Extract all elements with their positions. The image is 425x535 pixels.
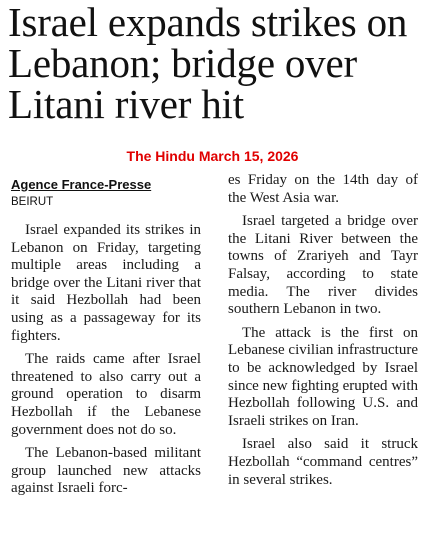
left-column (11, 172, 201, 504)
location: BEIRUT (11, 196, 54, 208)
source-date: The Hindu March 15, 2026 (126, 148, 299, 164)
headline: Israel expands strikes on Lebanon; bridge over Litani river hit (8, 0, 408, 127)
paragraph: es Friday on the 14th day of the West Asia war. (228, 172, 418, 206)
right-column (228, 172, 418, 495)
paragraph: Israel expanded its strikes in Lebanon on Friday, targeting multiple areas including a bridge over the Litani river that it said Hezbollah had been using as a passageway for its fighters. (11, 222, 201, 344)
paragraph: The raids came after Israel threatened to also carry out a ground operation to disarm Hezbollah if the Lebanese government does not do so. (11, 351, 201, 438)
paragraph: The Lebanon-based militant group launched new attacks against Israeli forc- (11, 445, 201, 497)
paragraph: Israel targeted a bridge over the Litani River between the towns of Zrariyeh and Tayr Falsay, according to state media. The river divides southern Lebanon in two. (228, 213, 418, 318)
paragraph: The attack is the first on Lebanese civilian infrastructure to be acknowledged by Israel since new fighting erupted with Hezbollah following U.S. and Israeli strikes on Iran. (228, 324, 418, 429)
byline: Agence France-Presse (11, 177, 152, 192)
paragraph: Israel also said it struck Hezbollah “command centres” in several strikes. (228, 436, 418, 488)
